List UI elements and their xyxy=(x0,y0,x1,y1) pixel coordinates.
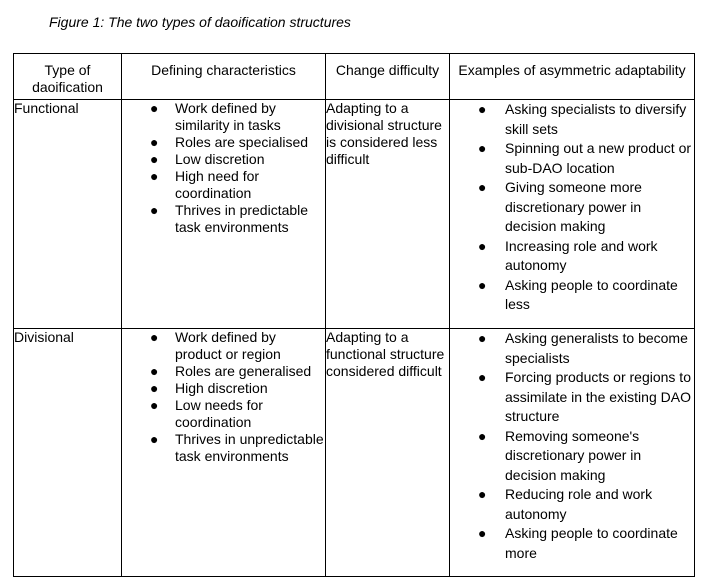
bullet-icon: ● xyxy=(150,397,159,413)
header-row xyxy=(14,54,695,100)
list-item-text: Reducing role and work autonomy xyxy=(505,486,653,522)
list-item xyxy=(122,397,325,431)
list-item-text: Increasing role and work autonomy xyxy=(505,237,658,273)
change-cell: Adapting to a functional structure considered difficult xyxy=(326,329,450,577)
examples-cell xyxy=(450,329,695,577)
bullet-icon: ● xyxy=(478,101,487,117)
bullet-icon: ● xyxy=(478,525,487,541)
bullet-icon: ● xyxy=(478,330,487,346)
list-item-text: Roles are generalised xyxy=(175,363,312,379)
list-item xyxy=(122,134,325,151)
list-item-text: Work defined by similarity in tasks xyxy=(175,100,281,133)
list-item-text: Thrives in predictable task environments xyxy=(175,202,309,235)
bullet-icon: ● xyxy=(150,151,159,167)
list-item-text: Asking specialists to diversify skill sets xyxy=(505,101,687,137)
list-item xyxy=(122,431,325,465)
bullet-icon: ● xyxy=(150,168,159,184)
figure-caption: Figure 1: The two types of daoification structures xyxy=(49,14,351,30)
table-row-functional xyxy=(14,100,695,329)
examples-list xyxy=(450,329,694,563)
list-item-text: High discretion xyxy=(175,380,268,396)
list-item-text: Work defined by product or region xyxy=(175,329,281,362)
list-item-text: High need for coordination xyxy=(175,168,260,201)
bullet-icon: ● xyxy=(150,329,159,345)
bullet-icon: ● xyxy=(478,276,487,293)
bullet-icon: ● xyxy=(150,202,159,218)
bullet-icon: ● xyxy=(150,431,159,447)
header-examples: Examples of asymmetric adaptability xyxy=(450,54,695,100)
list-item-text: Giving someone more discretionary power in decision making xyxy=(505,179,642,234)
list-item xyxy=(122,380,325,397)
bullet-icon: ● xyxy=(478,486,487,502)
list-item-text: Spinning out a new product or sub-DAO location xyxy=(505,140,692,176)
defining-list xyxy=(122,100,325,236)
list-item xyxy=(122,363,325,380)
header-defining-characteristics: Defining characteristics xyxy=(122,54,326,100)
type-cell: Divisional xyxy=(14,329,122,577)
bullet-icon: ● xyxy=(478,427,487,444)
list-item-text: Asking generalists to become specialists xyxy=(505,330,688,366)
bullet-icon: ● xyxy=(150,380,159,396)
list-item-text: Low discretion xyxy=(175,151,265,167)
examples-cell xyxy=(450,100,695,329)
list-item-text: Low needs for coordination xyxy=(175,397,263,430)
list-item xyxy=(450,178,694,237)
list-item xyxy=(122,329,325,363)
list-item xyxy=(450,139,694,178)
list-item-text: Thrives in unpredictable task environments xyxy=(175,431,324,464)
bullet-icon: ● xyxy=(150,363,159,379)
list-item xyxy=(450,524,694,563)
examples-list xyxy=(450,100,694,315)
list-item-text: Asking people to coordinate less xyxy=(505,276,678,312)
list-item xyxy=(122,168,325,202)
bullet-icon: ● xyxy=(478,179,487,195)
list-item xyxy=(450,237,694,276)
bullet-icon: ● xyxy=(478,237,487,254)
daoification-table xyxy=(13,53,695,577)
list-item xyxy=(450,100,694,139)
bullet-icon: ● xyxy=(478,369,487,385)
list-item-text: Asking people to coordinate more xyxy=(505,525,678,561)
list-item-text: Forcing products or regions to assimilate in the existing DAO structure xyxy=(505,369,691,424)
table-row-divisional xyxy=(14,329,695,577)
list-item-text: Roles are specialised xyxy=(175,134,309,150)
bullet-icon: ● xyxy=(478,140,487,156)
list-item xyxy=(122,202,325,236)
header-type: Type of daoification xyxy=(14,54,122,100)
defining-list xyxy=(122,329,325,465)
list-item xyxy=(450,485,694,524)
defining-cell xyxy=(122,100,326,329)
list-item xyxy=(450,329,694,368)
list-item-text: Removing someone's discretionary power in decision making xyxy=(505,427,642,483)
bullet-icon: ● xyxy=(150,100,159,116)
list-item xyxy=(122,100,325,134)
header-change-difficulty: Change difficulty xyxy=(326,54,450,100)
defining-cell xyxy=(122,329,326,577)
list-item xyxy=(450,368,694,427)
bullet-icon: ● xyxy=(150,134,159,150)
type-cell: Functional xyxy=(14,100,122,329)
list-item xyxy=(450,427,694,486)
list-item xyxy=(122,151,325,168)
list-item xyxy=(450,276,694,315)
change-cell: Adapting to a divisional structure is considered less difficult xyxy=(326,100,450,329)
